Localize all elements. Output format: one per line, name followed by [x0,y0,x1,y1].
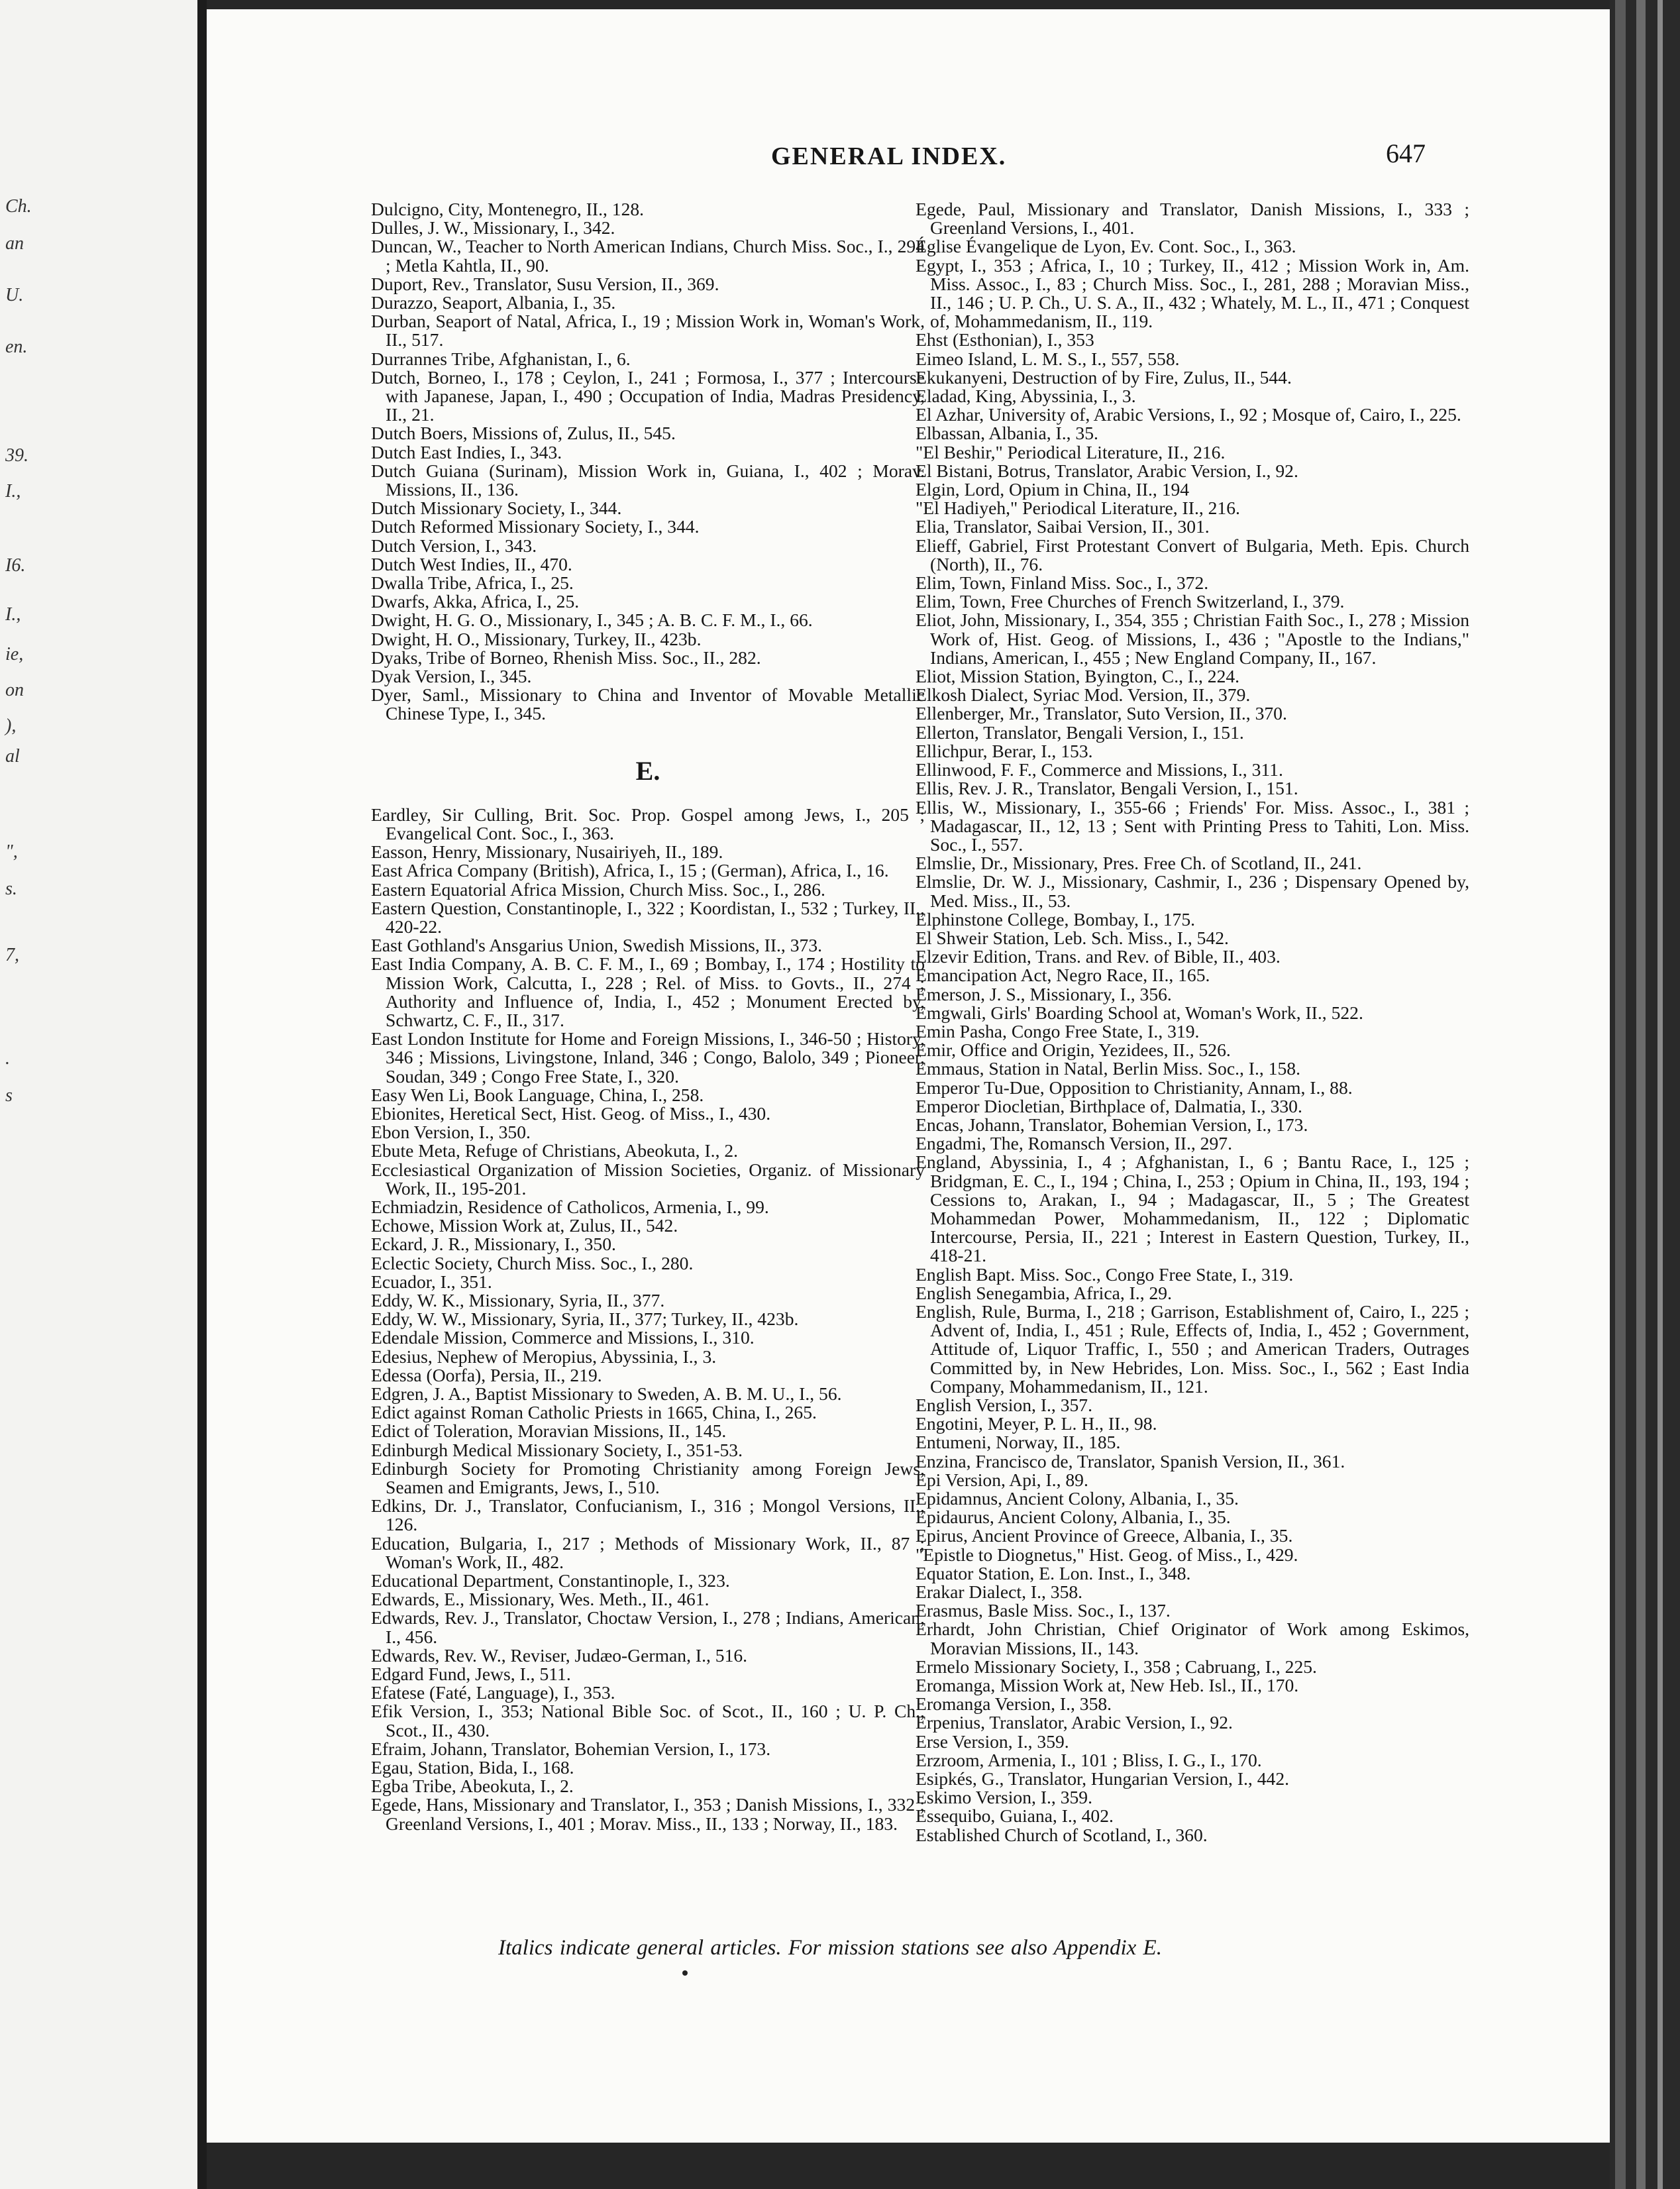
index-entry [371,1702,925,1739]
index-entry [916,985,1469,1004]
index-entry [371,294,925,312]
index-entry [916,1508,1469,1526]
index-entry [371,424,925,443]
facing-page-fragment: an [5,233,24,254]
index-entry-text: Encas, Johann, Translator, Bohemian Version, I., 173. [916,1114,1308,1135]
index-entry-text: Epidamnus, Ancient Colony, Albania, I., 35. [916,1488,1239,1509]
index-entry-text: Ellenberger, Mr., Translator, Suto Version, II., 370. [916,703,1287,724]
index-entry-text: Ermelo Missionary Society, I., 358 ; Cabruang, I., 225. [916,1656,1317,1677]
facing-page-fragment: ie, [5,644,24,665]
index-entry [916,1676,1469,1695]
index-entry [371,1795,925,1833]
index-entry-text: Entumeni, Norway, II., 185. [916,1432,1121,1453]
index-entry [916,331,1469,349]
index-entry-text: Ebute Meta, Refuge of Christians, Abeokuta, I., 2. [371,1140,739,1161]
index-entry-text: Esipkés, G., Translator, Hungarian Version, I., 442. [916,1768,1290,1789]
index-entry [371,462,925,499]
index-entry [916,1396,1469,1415]
index-entry-text: Edwards, Rev. J., Translator, Choctaw Version, I., 278 ; Indians, American, I., 456. [371,1607,925,1647]
index-entry [916,686,1469,704]
index-entry [371,1740,925,1758]
index-entry-text: Duncan, W., Teacher to North American Indians, Church Miss. Soc., I., 294 ; Metla Kahtla, II., 90. [371,236,925,276]
facing-page-fragment: al [5,746,20,767]
index-entry [371,537,925,555]
index-entry-text: "El Hadiyeh," Periodical Literature, II., 216. [916,498,1240,519]
index-entry-text: Epirus, Ancient Province of Greece, Albania, I., 35. [916,1525,1293,1546]
index-entry [371,955,925,1030]
index-entry [371,237,925,274]
index-entry-text: Emperor Tu-Due, Opposition to Christianity, Annam, I., 88. [916,1077,1353,1098]
index-entry [916,517,1469,536]
index-entry [916,798,1469,855]
index-entry-text: Dutch Guiana (Surinam), Mission Work in, Guiana, I., 402 ; Morav. Missions, II., 136. [371,460,925,500]
index-entry-text: Elbassan, Albania, I., 35. [916,423,1098,444]
index-entry-text: East Gothland's Ansgarius Union, Swedish Missions, II., 373. [371,935,823,956]
index-entry-text: Elia, Translator, Saibai Version, II., 301. [916,516,1210,537]
index-entry-text: Edessa (Oorfa), Persia, II., 219. [371,1364,602,1385]
index-entry-text: Emir, Office and Origin, Yezidees, II., 526. [916,1040,1231,1061]
index-entry [371,1161,925,1198]
index-entry-text: Ellerton, Translator, Bengali Version, I., 151. [916,721,1244,743]
index-entry [916,1770,1469,1788]
index-entry [371,1198,925,1216]
index-entry [371,611,925,629]
index-entry [916,704,1469,723]
facing-page-fragment: U. [5,285,24,305]
index-entry [371,1235,925,1254]
index-entry-text: Durban, Seaport of Natal, Africa, I., 19 ; Mission Work in, Woman's Work, II., 517. [371,311,925,350]
index-entry-text: Elim, Town, Finland Miss. Soc., I., 372. [916,572,1209,594]
index-entry [916,1713,1469,1732]
footer-dot [682,1970,688,1976]
index-entry-text: Dutch West Indies, II., 470. [371,553,572,574]
index-entry-text: Efraim, Johann, Translator, Bohemian Version, I., 173. [371,1738,771,1759]
index-entry [371,574,925,592]
index-entry [916,947,1469,966]
index-entry [916,1415,1469,1433]
index-entry [916,929,1469,947]
index-entry [916,1733,1469,1751]
facing-page-edge [0,0,197,2189]
facing-page-fragment: 7, [5,945,19,965]
index-entry [371,667,925,686]
index-entry [371,1534,925,1572]
index-entry [916,1620,1469,1657]
index-entry-text: Edendale Mission, Commerce and Missions, I., 310. [371,1327,755,1348]
left-column [371,200,925,1833]
index-entry-text: Eladad, King, Abyssinia, I., 3. [916,386,1136,407]
index-entry [371,861,925,880]
index-entry-text: Ekukanyeni, Destruction of by Fire, Zulus, II., 544. [916,366,1292,388]
index-entry-text: El Azhar, University of, Arabic Versions, I., 92 ; Mosque of, Cairo, I., 225. [916,404,1461,425]
index-entry [371,1497,925,1534]
index-entry [916,873,1469,910]
index-entry-text: Edwards, Rev. W., Reviser, Judæo-German, I., 516. [371,1644,748,1666]
entries-d [371,200,925,723]
index-entry-text: Dutch Reformed Missionary Society, I., 344. [371,516,700,537]
index-entry-text: Edinburgh Society for Promoting Christianity among Foreign Jews, Seamen and Emigrants, Jews, I., 510. [371,1458,925,1497]
index-entry [371,806,925,843]
index-entry [916,1041,1469,1059]
index-entry [916,1265,1469,1284]
index-entry [371,517,925,536]
index-entry [916,742,1469,761]
index-entry [916,611,1469,667]
index-entry-text: Epi Version, Api, I., 89. [916,1469,1088,1490]
index-entry-text: Durrannes Tribe, Afghanistan, I., 6. [371,348,631,369]
entries-e-continued [916,200,1469,1844]
index-entry [916,462,1469,480]
index-entry-text: Eliot, Mission Station, Byington, C., I., 224. [916,666,1240,687]
index-entry [371,275,925,294]
index-entry [371,1328,925,1347]
index-entry [916,1751,1469,1770]
index-entry [371,936,925,955]
index-entry-text: Emerson, J. S., Missionary, I., 356. [916,983,1172,1004]
facing-page-fragment: . [5,1048,10,1069]
index-entry-text: Eardley, Sir Culling, Brit. Soc. Prop. Gospel among Jews, I., 205 ; Evangelical Cont. Soc., I., 363. [371,804,925,843]
index-entry-text: Dulles, J. W., Missionary, I., 342. [371,217,615,239]
index-entry [371,1030,925,1086]
index-entry [916,237,1469,256]
index-entry-text: Dutch Missionary Society, I., 344. [371,498,622,519]
index-entry [371,1123,925,1142]
index-entry-text: Ecclesiastical Organization of Mission Societies, Organiz. of Missionary Work, II., 195-201. [371,1159,925,1199]
index-entry [916,443,1469,462]
running-head: GENERAL INDEX. [771,142,1007,170]
index-entry-text: Dwight, H. O., Missionary, Turkey, II., 423b. [371,628,702,649]
index-entry-text: Dwalla Tribe, Africa, I., 25. [371,572,574,594]
facing-page-fragment: ), [5,716,17,736]
index-entry [916,1564,1469,1583]
index-entry [916,405,1469,424]
index-entry [371,592,925,611]
index-entry [916,1788,1469,1807]
index-entry-text: Eddy, W. K., Missionary, Syria, II., 377. [371,1289,665,1310]
index-entry-text: Ellinwood, F. F., Commerce and Missions, I., 311. [916,759,1283,780]
index-entry [371,1104,925,1123]
index-entry [916,1433,1469,1452]
index-entry-text: Edict of Toleration, Moravian Missions, II., 145. [371,1420,727,1442]
index-entry-text: Easy Wen Li, Book Language, China, I., 258. [371,1084,704,1105]
index-entry-text: Durazzo, Seaport, Albania, I., 35. [371,292,616,313]
index-entry-text: Engadmi, The, Romansch Version, II., 297. [916,1133,1232,1154]
index-entry [371,1086,925,1104]
index-entry [371,1758,925,1777]
index-entry-text: Erakar Dialect, I., 358. [916,1581,1083,1603]
index-entry [916,1079,1469,1097]
index-entry [371,1665,925,1683]
index-entry-text: Église Évangelique de Lyon, Ev. Cont. Soc., I., 363. [916,236,1296,257]
index-entry [916,256,1469,331]
index-page [207,9,1610,2143]
index-entry-text: Dyer, Saml., Missionary to China and Inventor of Movable Metallic Chinese Type, I., 345. [371,684,925,724]
index-entry [916,387,1469,405]
gutter [197,0,207,2189]
index-entry [371,499,925,517]
index-entry-text: East London Institute for Home and Foreign Missions, I., 346-50 ; History, 346 ; Missions, Livingstone, Inland, 346 ; Congo, Balolo, 349 ; Pioneer, Soudan, 349 ; Congo Free State, I., 320. [371,1028,925,1087]
index-entry-text: Education, Bulgaria, I., 217 ; Methods of Missionary Work, II., 87 ; Woman's Work, II., 482. [371,1532,925,1572]
index-entry [916,424,1469,443]
index-entry-text: Ecuador, I., 351. [371,1271,492,1292]
index-entry [371,1777,925,1795]
index-entry-text: "Epistle to Diognetus," Hist. Geog. of Miss., I., 429. [916,1544,1298,1565]
index-entry [371,219,925,237]
index-entry-text: Emperor Diocletian, Birthplace of, Dalmatia, I., 330. [916,1095,1302,1116]
index-entry [371,1254,925,1273]
index-entry [916,1116,1469,1134]
index-entry [916,1153,1469,1265]
index-entry [371,686,925,723]
index-entry-text: English Version, I., 357. [916,1395,1092,1415]
index-entry-text: Elieff, Gabriel, First Protestant Convert of Bulgaria, Meth. Epis. Church (North), II., 76. [916,535,1469,574]
index-entry-text: Eddy, W. W., Missionary, Syria, II., 377; Turkey, II., 423b. [371,1308,799,1330]
index-entry-text: Eckard, J. R., Missionary, I., 350. [371,1234,616,1255]
index-entry-text: Elmslie, Dr. W. J., Missionary, Cashmir, I., 236 ; Dispensary Opened by, Med. Miss., II., 53. [916,871,1469,911]
index-entry-text: Equator Station, E. Lon. Inst., I., 348. [916,1562,1191,1583]
index-entry-text: Dutch Boers, Missions of, Zulus, II., 545. [371,423,676,444]
index-entry-text: Egede, Paul, Missionary and Translator, Danish Missions, I., 333 ; Greenland Versions, I., 401. [916,199,1469,239]
index-entry-text: Ellis, Rev. J. R., Translator, Bengali Version, I., 151. [916,778,1298,799]
facing-page-fragment: ", [5,841,18,862]
index-entry-text: Erse Version, I., 359. [916,1731,1069,1752]
index-entry-text: Emgwali, Girls' Boarding School at, Woman's Work, II., 522. [916,1002,1363,1023]
facing-page-fragment: s [5,1085,13,1106]
facing-page-fragment: I6. [5,555,26,576]
index-entry [916,1546,1469,1564]
footer-note: Italics indicate general articles. For mission stations see also Appendix E. [498,1936,1162,1960]
index-entry-text: Elmslie, Dr., Missionary, Pres. Free Ch. of Scotland, II., 241. [916,853,1362,874]
index-entry-text: Duport, Rev., Translator, Susu Version, II., 369. [371,273,719,294]
index-entry-text: El Shweir Station, Leb. Sch. Miss., I., 542. [916,927,1229,948]
index-entry-text: Eskimo Version, I., 359. [916,1787,1092,1808]
index-entry-text: Dyaks, Tribe of Borneo, Rhenish Miss. Soc., II., 282. [371,647,761,668]
index-entry [371,1348,925,1366]
facing-page-fragment: I., [5,604,21,625]
index-entry [371,1683,925,1702]
facing-page-fragment: on [5,680,24,700]
index-entry [916,1658,1469,1676]
index-entry [916,1022,1469,1041]
index-entry-text: Elgin, Lord, Opium in China, II., 194 [916,479,1190,500]
index-entry [916,1284,1469,1303]
index-entry-text: Edkins, Dr. J., Translator, Confucianism, I., 316 ; Mongol Versions, II., 126. [371,1495,925,1535]
index-entry-text: East Africa Company (British), Africa, I., 15 ; (German), Africa, I., 16. [371,860,889,881]
index-entry [916,1471,1469,1489]
section-letter-e: E. [635,755,660,786]
index-entry [916,368,1469,387]
facing-page-fragment: en. [5,337,28,357]
index-entry [916,1097,1469,1116]
index-entry-text: Engotini, Meyer, P. L. H., II., 98. [916,1413,1157,1434]
index-entry-text: Emmaus, Station in Natal, Berlin Miss. Soc., I., 158. [916,1058,1300,1079]
index-entry-text: Elphinstone College, Bombay, I., 175. [916,908,1196,930]
index-entry [916,1452,1469,1471]
index-entry-text: Dwight, H. G. O., Missionary, I., 345 ; A. B. C. F. M., I., 66. [371,610,813,631]
index-entry [916,966,1469,985]
index-entry-text: Eclectic Society, Church Miss. Soc., I., 280. [371,1252,694,1273]
index-entry [916,1489,1469,1508]
index-entry-text: Established Church of Scotland, I., 360. [916,1824,1208,1845]
index-entry-text: English, Rule, Burma, I., 218 ; Garrison, Establishment of, Cairo, I., 225 ; Advent of, India, I., 451 ; Rule, Effects of, India, I., 452 ; Government, Attitude of, Liquor Traffic, I., 550 ; and American Traders, Outrages Committed by, in New Hebrides, Lon. Miss. Soc., I., 562 ; East India Company, Mohammedanism, II., 121. [916,1301,1469,1397]
index-entry-text: Emin Pasha, Congo Free State, I., 319. [916,1020,1200,1041]
index-entry-text: Eastern Equatorial Africa Mission, Church Miss. Soc., I., 286. [371,879,825,900]
right-column [916,200,1469,1844]
index-entry [371,1590,925,1609]
index-entry [916,723,1469,742]
index-entry-text: Eimeo Island, L. M. S., I., 557, 558. [916,348,1180,369]
index-entry [916,1004,1469,1022]
index-entry-text: Dyak Version, I., 345. [371,666,532,687]
index-entry [916,574,1469,592]
index-entry-text: El Bistani, Botrus, Translator, Arabic Version, I., 92. [916,460,1298,481]
index-entry [371,368,925,425]
index-entry-text: Edwards, E., Missionary, Wes. Meth., II., 461. [371,1589,709,1610]
index-entry [371,630,925,649]
index-entry [371,555,925,574]
index-entry [371,649,925,667]
index-entry [916,200,1469,237]
index-entry [916,1134,1469,1153]
index-entry-text: Egypt, I., 353 ; Africa, I., 10 ; Turkey, II., 412 ; Mission Work in, Am. Miss. Assoc., I., 83 ; Church Miss. Soc., I., 281, 288 ; Moravian Miss., II., 146 ; U. P. Ch., U. S. A., II., 432 ; Whately, M. L., II., 471 ; Conquest of, Mohammedanism, II., 119. [916,254,1469,332]
index-entry-text: Ebon Version, I., 350. [371,1122,531,1143]
index-entry-text: Erzroom, Armenia, I., 101 ; Bliss, I. G., I., 170. [916,1749,1262,1770]
index-entry [916,592,1469,611]
index-entry [371,1609,925,1646]
index-entry [371,200,925,219]
index-entry-text: Egede, Hans, Missionary and Translator, I., 353 ; Danish Missions, I., 332 ; Greenland Versions, I., 401 ; Morav. Miss., II., 133 ; Norway, II., 183. [371,1794,925,1834]
index-entry-text: Eromanga Version, I., 358. [916,1693,1112,1715]
index-entry [916,910,1469,929]
index-entry-text: Edgren, J. A., Baptist Missionary to Sweden, A. B. M. U., I., 56. [371,1383,842,1404]
index-entry-text: Echowe, Mission Work at, Zulus, II., 542. [371,1215,678,1236]
index-entry-text: Efik Version, I., 353; National Bible Soc. of Scot., II., 160 ; U. P. Ch., Scot., II., 430. [371,1701,925,1740]
index-entry [371,443,925,462]
index-entry [371,1142,925,1160]
page-number: 647 [1386,138,1426,168]
index-entry [916,667,1469,686]
facing-page-fragment: Ch. [5,196,32,217]
index-entry-text: Ellis, W., Missionary, I., 355-66 ; Friends' For. Miss. Assoc., I., 381 ; Madagascar, II., 12, 13 ; Sent with Printing Press to Tahiti, Lon. Miss. Soc., I., 557. [916,796,1469,855]
index-entry [371,1441,925,1460]
index-entry [371,1646,925,1665]
index-entry-text: Edinburgh Medical Missionary Society, I., 351-53. [371,1439,743,1460]
index-entry-text: Emancipation Act, Negro Race, II., 165. [916,965,1210,986]
index-entry [371,881,925,899]
index-entry [371,1291,925,1310]
index-entry-text: Erhardt, John Christian, Chief Originator of Work among Eskimos, Moravian Missions, II., 143. [916,1619,1469,1658]
index-entry [371,1366,925,1385]
index-entry [371,1460,925,1497]
index-entry-text: Egba Tribe, Abeokuta, I., 2. [371,1776,574,1797]
index-entry [916,1583,1469,1601]
index-entry-text: English Senegambia, Africa, I., 29. [916,1282,1172,1303]
index-entry-text: Elim, Town, Free Churches of French Switzerland, I., 379. [916,591,1345,612]
index-entry [916,854,1469,873]
index-entry [916,350,1469,368]
index-entry [916,1526,1469,1545]
index-entry-text: Edesius, Nephew of Meropius, Abyssinia, I., 3. [371,1346,717,1367]
index-entry [371,843,925,861]
index-entry-text: England, Abyssinia, I., 4 ; Afghanistan, I., 6 ; Bantu Race, I., 125 ; Bridgman, E. C., I., 194 ; China, I., 253 ; Opium in China, II., 193, 194 ; Cessions to, Arakan, I., 94 ; Madagascar, II., 5 ; The Greatest Mohammedan Power, Mohammedanism, II., 122 ; Diplomatic Intercourse, Persia, II., 221 ; Interest in Eastern Question, Turkey, II., 418-21. [916,1151,1469,1266]
index-entry [916,1826,1469,1844]
index-entry-text: Essequibo, Guiana, I., 402. [916,1805,1114,1827]
index-entry [371,1273,925,1291]
index-entry-text: English Bapt. Miss. Soc., Congo Free State, I., 319. [916,1263,1294,1285]
index-entry-text: Egau, Station, Bida, I., 168. [371,1757,574,1778]
index-entry [371,312,925,349]
index-entry [371,1385,925,1403]
index-entry [371,1572,925,1590]
index-entry-text: Elzevir Edition, Trans. and Rev. of Bible, II., 403. [916,946,1281,967]
index-entry-text: Efatese (Faté, Language), I., 353. [371,1682,615,1703]
index-entry-text: Ebionites, Heretical Sect, Hist. Geog. of Miss., I., 430. [371,1102,771,1124]
index-entry [916,1807,1469,1825]
index-entry-text: Dwarfs, Akka, Africa, I., 25. [371,591,580,612]
index-entry [371,350,925,368]
index-entry [916,761,1469,779]
index-entry [371,1403,925,1422]
facing-page-fragment: I., [5,481,21,502]
index-entry-text: Dutch Version, I., 343. [371,535,537,556]
index-entry-text: Ehst (Esthonian), I., 353 [916,329,1094,350]
index-entry-text: Educational Department, Constantinople, I., 323. [371,1570,730,1591]
index-entry-text: Ellichpur, Berar, I., 153. [916,740,1093,761]
index-entry-text: Eromanga, Mission Work at, New Heb. Isl., II., 170. [916,1675,1299,1696]
index-entry [916,499,1469,517]
index-entry-text: Elkosh Dialect, Syriac Mod. Version, II., 379. [916,684,1251,706]
facing-page-fragment: 39. [5,445,28,466]
index-entry-text: Edict against Roman Catholic Priests in 1665, China, I., 265. [371,1402,817,1423]
index-entry-text: Dutch East Indies, I., 343. [371,441,562,462]
index-entry-text: Dutch, Borneo, I., 178 ; Ceylon, I., 241 ; Formosa, I., 377 ; Intercourse with Japanese, Japan, I., 490 ; Occupation of India, Madras Presidency, II., 21. [371,366,925,425]
index-entry [916,1303,1469,1396]
index-entry-text: Echmiadzin, Residence of Catholicos, Armenia, I., 99. [371,1196,769,1217]
index-entry [371,1310,925,1328]
index-entry-text: Eliot, John, Missionary, I., 354, 355 ; Christian Faith Soc., I., 278 ; Mission Work of, Hist. Geog. of Missions, I., 436 ; "Apostle to the Indians," Indians, American, I., 455 ; New England Company, II., 167. [916,610,1469,668]
index-entry [916,1059,1469,1078]
entries-e [371,806,925,1833]
index-entry [916,1695,1469,1713]
index-entry [371,899,925,936]
index-entry [916,480,1469,499]
index-entry-text: Erpenius, Translator, Arabic Version, I., 92. [916,1712,1233,1733]
index-entry-text: East India Company, A. B. C. F. M., I., 69 ; Bombay, I., 174 ; Hostility to Mission Work, Calcutta, I., 228 ; Rel. of Miss. to Govts., II., 274 ; Authority and Influence of, India, I., 452 ; Monument Erected by, Schwartz, C. F., II., 317. [371,953,925,1030]
index-entry-text: Edgard Fund, Jews, I., 511. [371,1664,571,1685]
facing-page-fragment: s. [5,879,17,899]
index-entry-text: Easson, Henry, Missionary, Nusairiyeh, II., 189. [371,841,723,863]
index-entry-text: Enzina, Francisco de, Translator, Spanish Version, II., 361. [916,1450,1345,1471]
index-entry [371,1216,925,1235]
index-entry-text: Eastern Question, Constantinople, I., 322 ; Koordistan, I., 532 ; Turkey, II., 420-22. [371,897,925,937]
index-entry [916,1601,1469,1620]
index-entry-text: "El Beshir," Periodical Literature, II., 216. [916,441,1226,462]
index-entry-text: Dulcigno, City, Montenegro, II., 128. [371,199,645,219]
index-entry-text: Epidaurus, Ancient Colony, Albania, I., 35. [916,1507,1231,1528]
index-entry-text: Erasmus, Basle Miss. Soc., I., 137. [916,1600,1171,1621]
book-edge [1610,0,1680,2189]
index-entry [916,537,1469,574]
index-entry [916,779,1469,798]
index-entry [371,1422,925,1440]
